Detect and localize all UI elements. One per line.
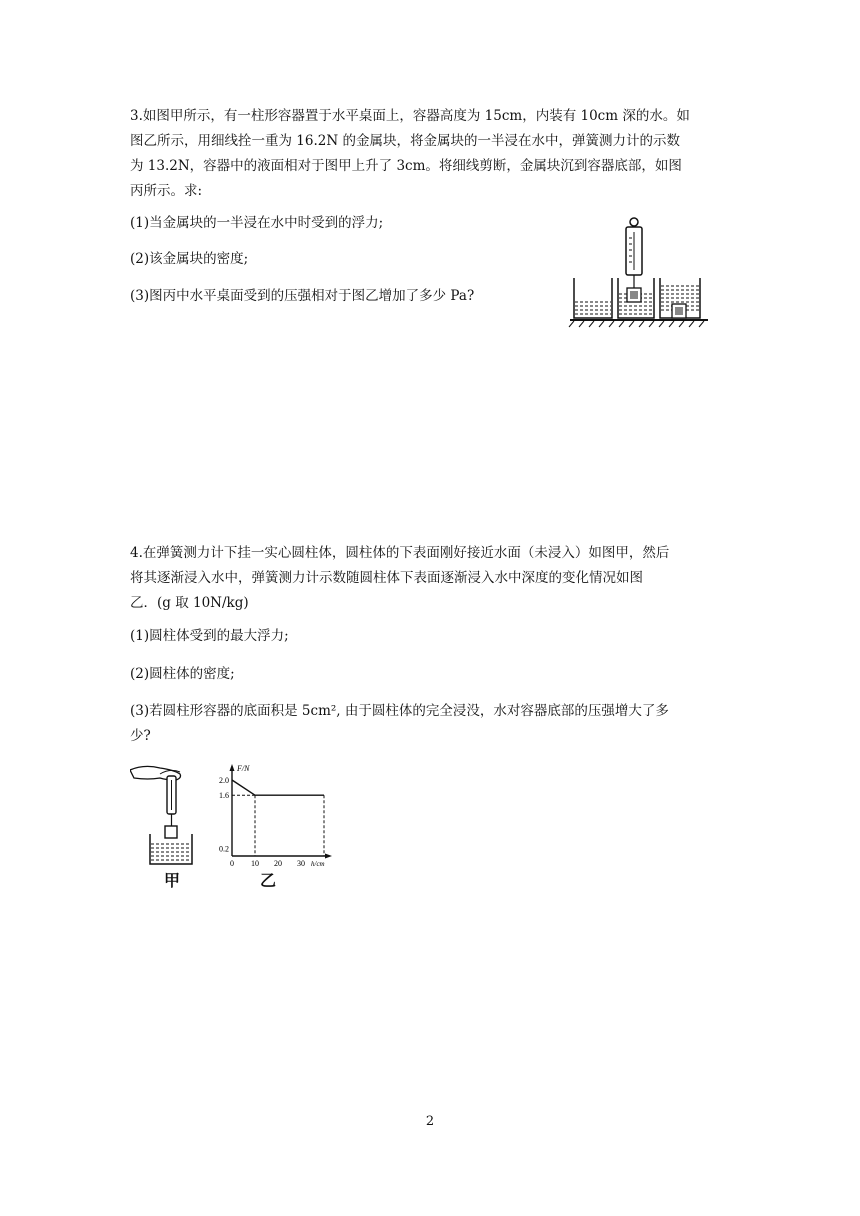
- q4-stem-line-3: 乙．(g 取 10N/kg): [130, 595, 249, 611]
- q4-part-3-line-1: (3)若圆柱形容器的底面积是 5cm², 由于圆柱体的完全浸没，水对容器底部的压强增大了多: [130, 703, 669, 719]
- q4-stem-line-2: 将其逐渐浸入水中，弹簧测力计示数随圆柱体下表面逐渐浸入水中深度的变化情况如图: [130, 570, 643, 586]
- y-tick-label: 0.2: [219, 844, 229, 854]
- container-bing: [660, 278, 700, 318]
- q4-stem-line-1: 4.在弹簧测力计下挂一实心圆柱体，圆柱体的下表面刚好接近水面（未浸入）如图甲，然后: [130, 545, 670, 561]
- x-tick-label: 30: [297, 859, 305, 868]
- x-axis-arrow: [325, 854, 332, 859]
- q3-figure-containers: [568, 214, 712, 332]
- y-axis-label: F/N: [237, 764, 250, 773]
- q3-part-2: (2)该金属块的密度;: [130, 251, 249, 267]
- q3-part-3: (3)图丙中水平桌面受到的压强相对于图乙增加了多少 Pa?: [130, 288, 475, 304]
- q3-stem-line-2: 图乙所示，用细线拴一重为 16.2N 的金属块，将金属块的一半浸在水中，弹簧测力计的示数: [130, 133, 680, 149]
- y-tick-label: 2.0: [219, 776, 229, 785]
- container-yi: [618, 278, 654, 318]
- x-tick-label: 10: [251, 859, 259, 868]
- q4-part-1: (1)圆柱体受到的最大浮力;: [130, 628, 289, 644]
- q4-part-2: (2)圆柱体的密度;: [130, 666, 235, 682]
- q4-graph: [210, 760, 338, 870]
- x-tick-label: 0: [230, 859, 234, 868]
- series-line: [232, 780, 324, 795]
- q3-stem-line-3: 为 13.2N，容器中的液面相对于图甲上升了 3cm。将细线剪断，金属块沉到容器底部，如图: [130, 158, 682, 174]
- y-axis-arrow: [230, 764, 235, 771]
- q4-caption-jia: 甲: [164, 871, 181, 890]
- q4-caption-yi: 乙: [260, 871, 277, 890]
- q3-stem-line-1: 3.如图甲所示，有一柱形容器置于水平桌面上，容器高度为 15cm，内装有 10cm 深的水。如: [130, 108, 690, 124]
- scale-ring: [630, 218, 638, 226]
- y-tick-label: 1.6: [219, 791, 229, 801]
- q3-part-1: (1)当金属块的一半浸在水中时受到的浮力;: [130, 215, 384, 231]
- container-jia: [574, 278, 612, 318]
- x-tick-label: 20: [274, 859, 282, 868]
- cylinder-block: [165, 826, 177, 838]
- q4-part-3-line-2: 少?: [130, 728, 151, 744]
- q3-stem-line-4: 丙所示。求:: [130, 183, 203, 199]
- x-axis-label: h/cm: [311, 860, 325, 868]
- q4-figure-jia: [130, 764, 200, 868]
- page-number: 2: [425, 1114, 435, 1129]
